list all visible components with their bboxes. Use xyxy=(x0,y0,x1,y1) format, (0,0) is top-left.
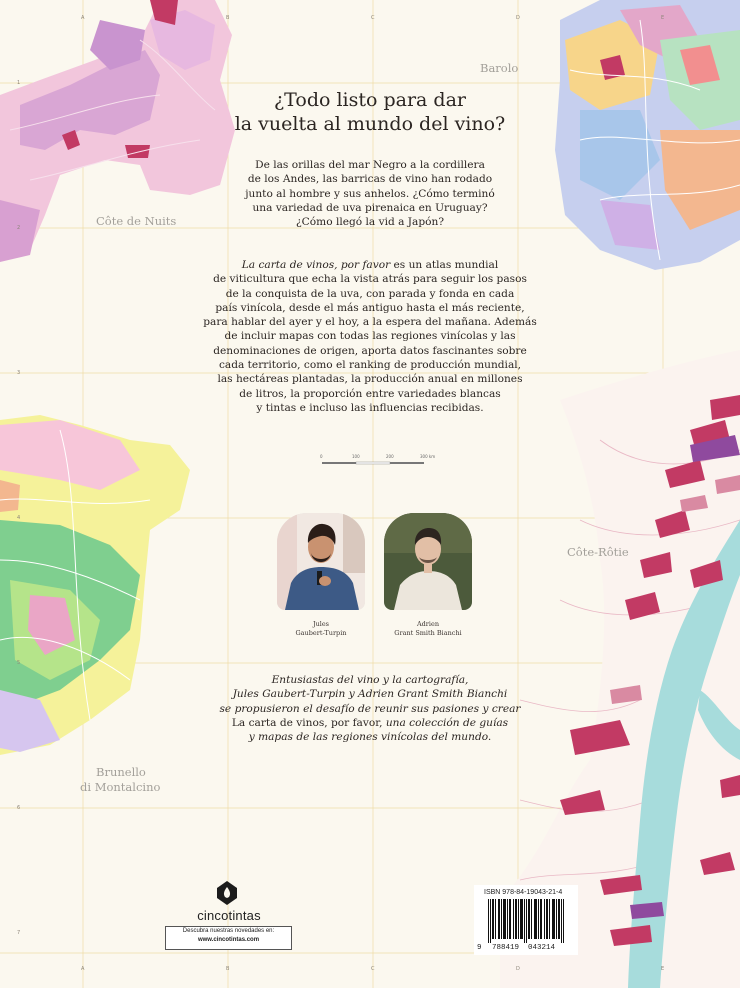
map-label-cote-de-nuits: Côte de Nuits xyxy=(96,214,177,228)
description-first-line xyxy=(190,258,550,272)
map-label-barolo: Barolo xyxy=(480,61,519,75)
scale-label-300: 300 km xyxy=(420,454,436,459)
description-line: para hablar del ayer y el hoy, a la espera del mañana. Además xyxy=(203,316,537,329)
grid-label-column-a: A xyxy=(81,15,85,21)
publisher-logo-text: cincotintas xyxy=(197,908,261,923)
description-line: país vinícola, desde el más antiguo hasta el más reciente, xyxy=(215,301,525,314)
book-title: La carta de vinos, por favor xyxy=(241,259,391,271)
bio-line-2: Jules Gaubert-Turpin y Adrien Grant Smith Bianchi xyxy=(232,688,508,701)
grid-label-row-4: 4 xyxy=(17,515,21,521)
bio-paragraph xyxy=(200,673,540,744)
description-line: de viticultura que echa la vista atrás para seguir los pasos xyxy=(213,273,527,286)
scale-label-0: 0 xyxy=(320,454,323,459)
grid-label-column-c-bottom: C xyxy=(371,966,375,972)
caption-jules-last: Gaubert-Turpin xyxy=(295,629,347,637)
bio-line-1: Entusiastas del vino y la cartografía, xyxy=(271,674,469,686)
description-line: de litros, la proporción entre variedades blancas xyxy=(239,387,501,400)
promo-website-link[interactable]: www.cincotintas.com xyxy=(197,937,260,943)
intro-line: De las orillas del mar Negro a la cordillera xyxy=(255,159,485,171)
grid-label-column-e: E xyxy=(661,15,665,21)
description-line: las hectáreas plantadas, la producción anual en millones xyxy=(217,373,523,386)
intro-line: ¿Cómo llegó la vid a Japón? xyxy=(295,216,445,229)
scale-bar xyxy=(320,455,440,467)
grid-label-row-3: 3 xyxy=(17,370,21,376)
description-line: y tintas e incluso las influencias recibidas. xyxy=(256,401,484,414)
publisher-promo-box xyxy=(165,926,292,950)
scale-label-200: 200 xyxy=(386,454,394,459)
grid-label-row-6: 6 xyxy=(17,805,21,811)
author-photo-adrien xyxy=(384,513,472,610)
title-line-2: la vuelta al mundo del vino? xyxy=(234,113,506,135)
map-label-di-montalcino: di Montalcino xyxy=(80,780,161,794)
caption-adrien xyxy=(373,620,483,638)
intro-line: de los Andes, las barricas de vino han rodado xyxy=(247,173,493,186)
barcode-digits-group-2: 043214 xyxy=(528,944,556,952)
intro-line: junto al hombre y sus anhelos. ¿Cómo terminó xyxy=(245,187,495,200)
caption-jules-first: Jules xyxy=(312,620,330,628)
brunello-map xyxy=(0,415,190,755)
author-photo-jules xyxy=(277,513,365,610)
barcode-digits-group-1: 788419 xyxy=(492,944,520,952)
portrait-adrien xyxy=(384,513,472,610)
grid-label-row-5: 5 xyxy=(17,660,21,666)
caption-adrien-first: Adrien xyxy=(416,620,440,628)
scale-label-100: 100 xyxy=(352,454,360,459)
title-line-1: ¿Todo listo para dar xyxy=(274,89,466,111)
grid-label-column-e-bottom: E xyxy=(661,966,665,972)
map-label-brunello: Brunello xyxy=(96,765,146,779)
description-line: de la conquista de la uva, con parada y fonda en cada xyxy=(225,287,515,300)
caption-jules xyxy=(266,620,376,638)
promo-line-1: Descubra nuestras novedades en: xyxy=(182,928,275,934)
bio-line-5: y mapas de las regiones vinícolas del mundo. xyxy=(248,731,492,744)
barcode-digit-first: 9 xyxy=(477,944,482,952)
caption-adrien-last: Grant Smith Bianchi xyxy=(394,629,462,637)
barcode-graphic xyxy=(482,899,572,943)
grid-label-row-1: 1 xyxy=(17,80,21,86)
grid-label-row-7: 7 xyxy=(17,930,21,936)
bio-line-4 xyxy=(200,716,540,730)
barolo-map xyxy=(555,0,740,270)
intro-paragraph xyxy=(190,158,550,229)
grid-label-column-b-bottom: B xyxy=(226,966,230,972)
intro-line: una variedad de uva pirenaica en Uruguay? xyxy=(252,201,488,214)
bio-line-4-rest: una colección de guías xyxy=(382,716,509,729)
description-line: denominaciones de origen, aporta datos fascinantes sobre xyxy=(213,344,527,357)
grid-label-row-2: 2 xyxy=(17,225,21,231)
grid-label-column-d: D xyxy=(516,15,520,21)
page-title xyxy=(200,88,540,136)
description-paragraph xyxy=(190,258,550,415)
ink-drop-icon xyxy=(214,880,240,906)
description-first-line-rest: es un atlas mundial xyxy=(390,259,499,271)
grid-label-column-d-bottom: D xyxy=(516,966,520,972)
description-line: cada territorio, como el ranking de producción mundial, xyxy=(218,359,522,372)
bio-book-title: La carta de vinos, por favor, xyxy=(231,716,383,729)
map-label-cote-rotie: Côte-Rôtie xyxy=(567,545,629,559)
grid-label-column-b: B xyxy=(226,15,230,21)
grid-label-column-c: C xyxy=(371,15,375,21)
grid-label-column-a-bottom: A xyxy=(81,966,85,972)
isbn-label: ISBN 978-84-19043-21-4 xyxy=(484,889,563,896)
portrait-jules xyxy=(277,513,365,610)
isbn-barcode-box xyxy=(474,885,578,955)
bio-line-3: se propusieron el desafío de reunir sus pasiones y crear xyxy=(219,702,521,715)
description-line: de incluir mapas con todas las regiones vinícolas y las xyxy=(224,330,516,343)
